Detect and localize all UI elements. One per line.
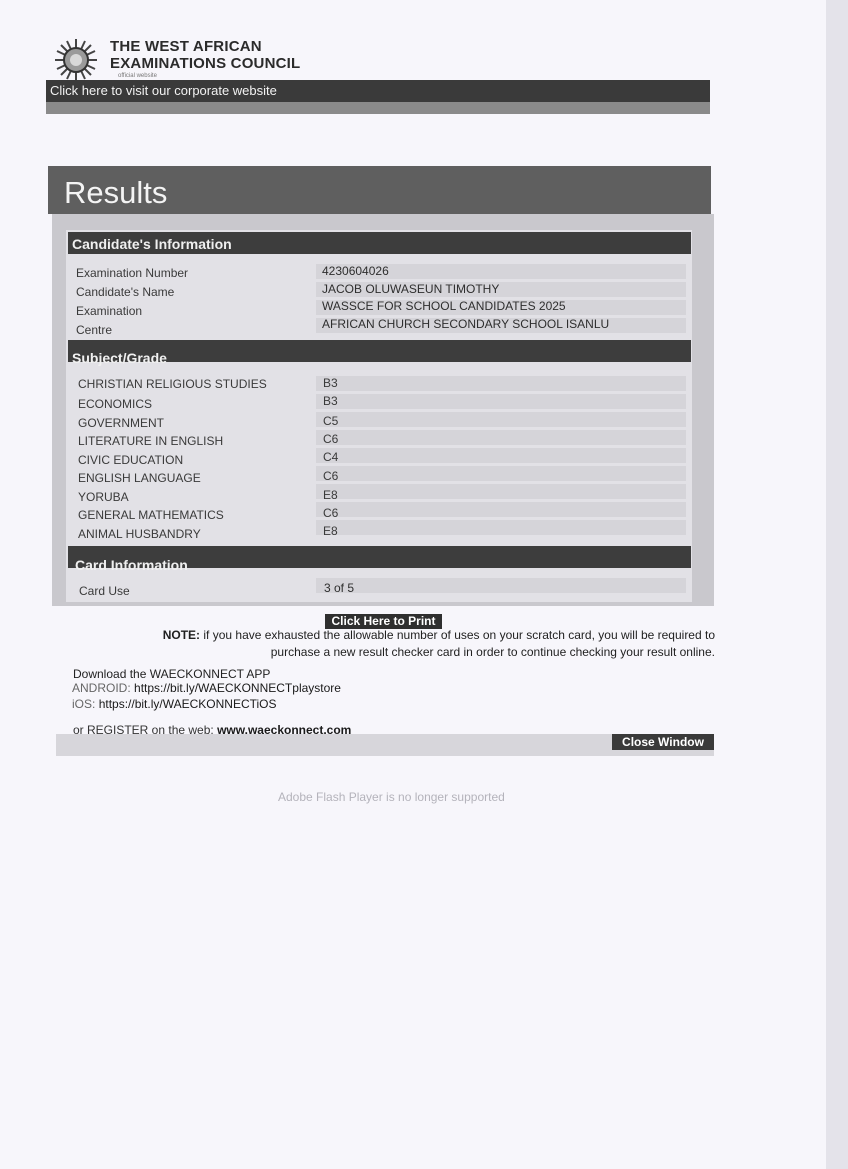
row-stripe	[316, 448, 686, 463]
subject-grade: C6	[323, 506, 339, 520]
row-stripe	[316, 484, 686, 499]
subject-name: CHRISTIAN RELIGIOUS STUDIES	[78, 377, 267, 391]
candidate-name-label: Candidate's Name	[76, 285, 175, 299]
waec-logo-icon	[54, 38, 98, 82]
row-stripe	[316, 466, 686, 481]
row-stripe	[316, 502, 686, 517]
row-stripe	[316, 394, 686, 409]
card-use-label: Card Use	[79, 584, 130, 598]
note-line1-text: if you have exhausted the allowable number of uses on your scratch card, you will be required to	[203, 628, 715, 642]
org-name-line2: EXAMINATIONS COUNCIL	[110, 55, 301, 72]
org-tagline: official website	[118, 73, 157, 79]
download-app-title: Download the WAECKONNECT APP	[73, 667, 271, 681]
centre-value: AFRICAN CHURCH SECONDARY SCHOOL ISANLU	[322, 317, 610, 331]
org-name	[110, 38, 300, 72]
subject-name: ANIMAL HUSBANDRY	[78, 527, 201, 541]
corporate-bar-shadow	[46, 102, 710, 114]
subject-name: GENERAL MATHEMATICS	[78, 508, 224, 522]
subject-grade: C6	[323, 432, 339, 446]
subject-grade: C5	[323, 414, 339, 428]
row-stripe	[316, 412, 686, 427]
subject-grade: E8	[323, 524, 338, 538]
card-section-title: Card Information	[75, 557, 188, 573]
subject-grade: B3	[323, 376, 338, 390]
ios-download	[72, 697, 277, 711]
android-label: ANDROID:	[72, 681, 131, 695]
subject-grade: C4	[323, 450, 339, 464]
card-use-value: 3 of 5	[324, 581, 355, 595]
register-line	[73, 723, 351, 737]
android-store-link[interactable]: https://bit.ly/WAECKONNECTplaystore	[134, 681, 341, 695]
android-download	[72, 681, 341, 695]
subject-name: LITERATURE IN ENGLISH	[78, 434, 224, 448]
subject-name: GOVERNMENT	[78, 416, 165, 430]
print-button[interactable]: Click Here to Print	[325, 614, 442, 629]
note-line1	[95, 627, 715, 644]
subject-section-title: Subject/Grade	[72, 350, 167, 366]
register-web-link[interactable]: www.waeckonnect.com	[217, 723, 352, 737]
examination-value: WASSCE FOR SCHOOL CANDIDATES 2025	[322, 299, 566, 313]
examination-label: Examination	[76, 304, 143, 318]
corporate-website-link[interactable]: Click here to visit our corporate website	[46, 80, 710, 102]
subject-name: YORUBA	[78, 490, 129, 504]
ios-label: iOS:	[72, 697, 96, 711]
subject-grade: C6	[323, 469, 339, 483]
ios-store-link[interactable]: https://bit.ly/WAECKONNECTiOS	[98, 697, 277, 711]
org-name-line1: THE WEST AFRICAN	[110, 38, 262, 55]
close-window-button[interactable]: Close Window	[612, 734, 714, 750]
page-title: Results	[64, 175, 168, 210]
examination-number-value: 4230604026	[322, 264, 389, 278]
row-stripe	[316, 520, 686, 535]
subject-grade: B3	[323, 394, 338, 408]
subject-name: ENGLISH LANGUAGE	[78, 471, 201, 485]
note-prefix: NOTE:	[162, 628, 201, 642]
paper-edge	[826, 0, 848, 1169]
register-text: or REGISTER on the web:	[73, 723, 214, 737]
note-line2: purchase a new result checker card in order to continue checking your result online.	[270, 645, 715, 659]
candidate-name-value: JACOB OLUWASEUN TIMOTHY	[322, 282, 500, 296]
row-stripe	[316, 578, 686, 593]
centre-label: Centre	[76, 323, 113, 337]
subject-name: ECONOMICS	[78, 397, 153, 411]
row-stripe	[316, 430, 686, 445]
flash-player-notice: Adobe Flash Player is no longer supported	[278, 790, 505, 804]
note-text	[95, 627, 715, 661]
candidate-section-title: Candidate's Information	[72, 236, 232, 252]
subject-grade: E8	[323, 488, 338, 502]
subject-name: CIVIC EDUCATION	[78, 453, 184, 467]
examination-number-label: Examination Number	[76, 266, 189, 280]
row-stripe	[316, 376, 686, 391]
